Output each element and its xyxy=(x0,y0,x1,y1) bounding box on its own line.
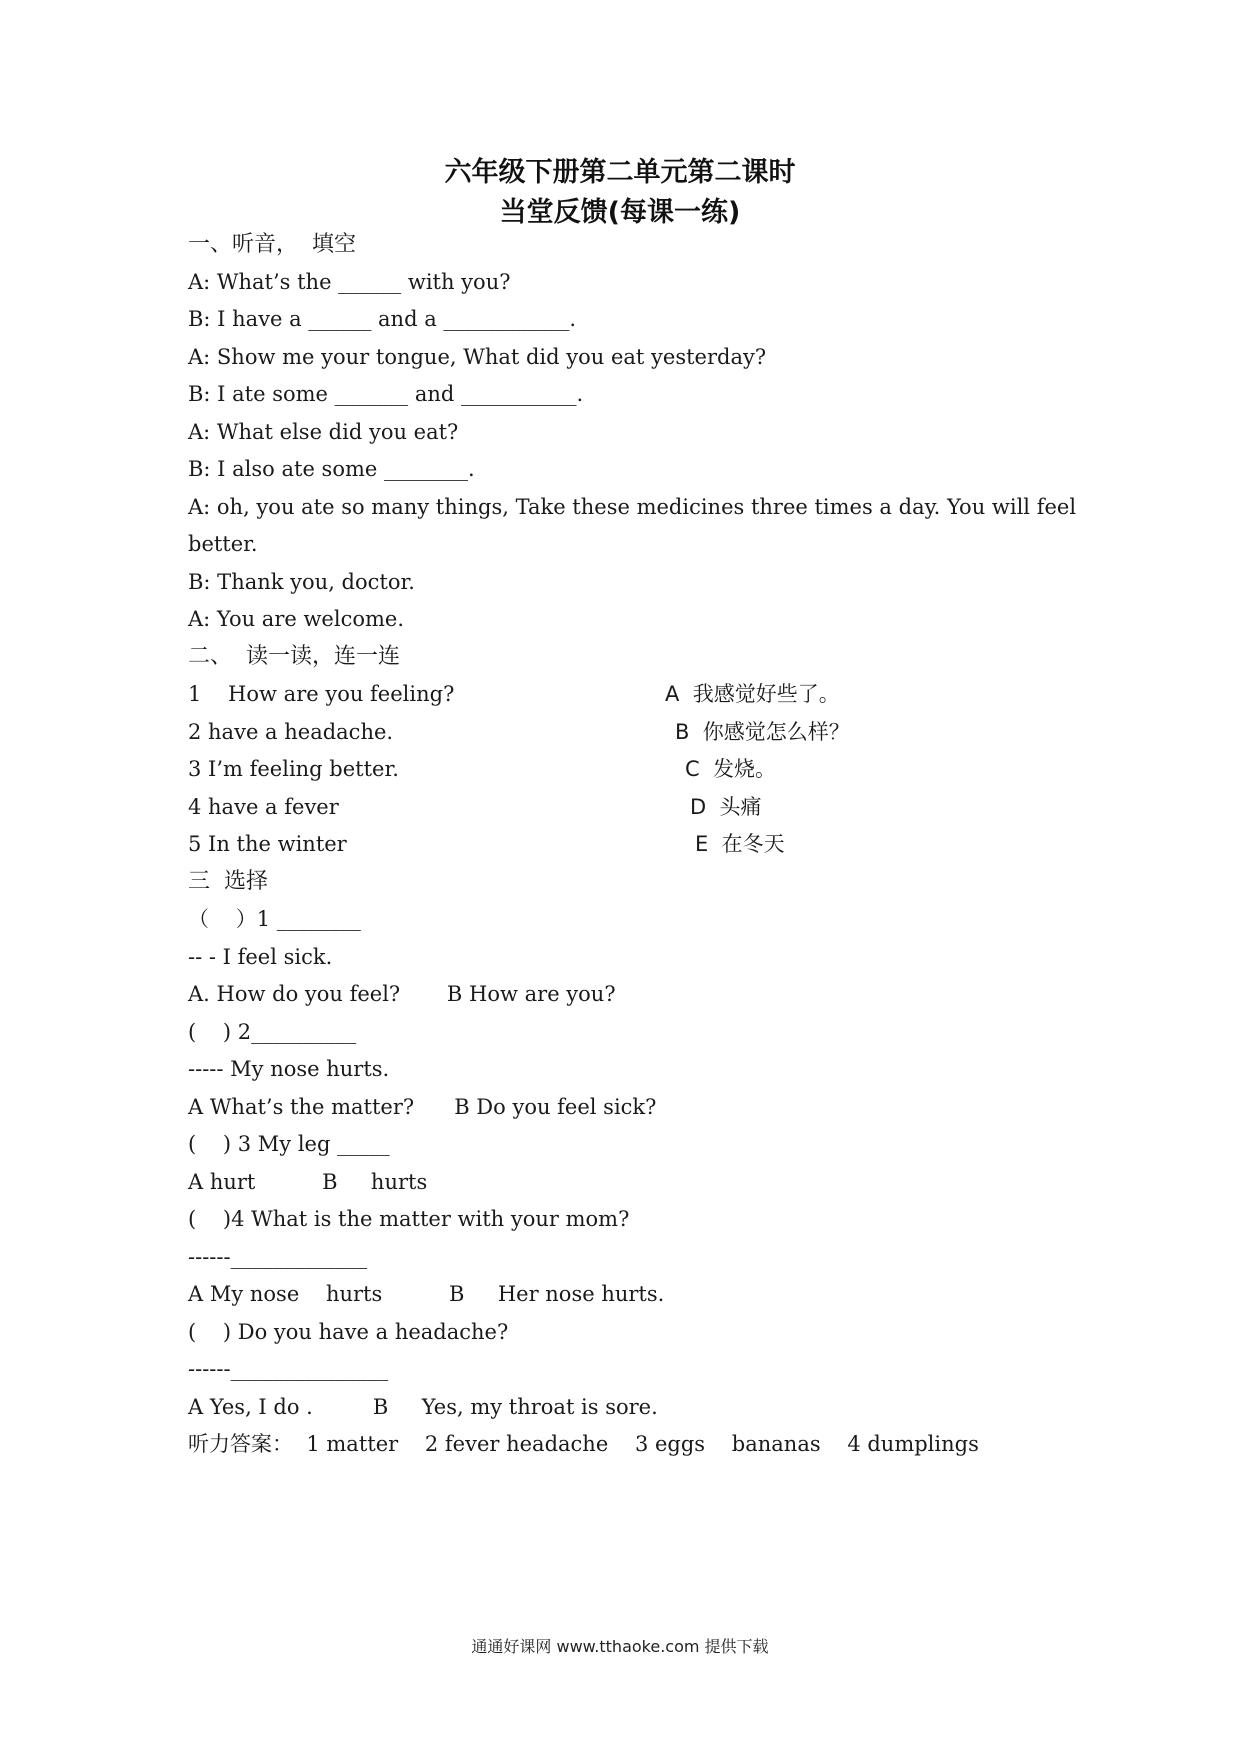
section1-heading: 一、听音， 填空 xyxy=(188,232,356,257)
dialogue-line: B: I have a ______ and a ____________. xyxy=(188,307,577,331)
choice-line: A My nose hurts B Her nose hurts. xyxy=(188,1282,665,1306)
match-left-item: 2 have a headache. xyxy=(188,720,394,744)
choice-line: ( ) 2__________ xyxy=(188,1020,357,1044)
dialogue-line: B: Thank you, doctor. xyxy=(188,570,415,594)
dialogue-line: A: What else did you eat? xyxy=(188,420,459,444)
section3-heading: 三 选择 xyxy=(188,869,268,894)
match-right-item: B 你感觉怎么样？ xyxy=(675,720,850,744)
dialogue-line: better. xyxy=(188,532,258,556)
dialogue-line: B: I also ate some ________. xyxy=(188,457,475,481)
choice-line: A What’s the matter? B Do you feel sick? xyxy=(188,1095,657,1119)
match-right-item: D 头痛 xyxy=(690,795,762,819)
match-left-item: 4 have a fever xyxy=(188,795,339,819)
footer-credit: 通通好课网 www.tthaoke.com 提供下载 xyxy=(471,1637,769,1656)
answer-key: 听力答案： 1 matter 2 fever headache 3 eggs bananas 4 dumplings xyxy=(188,1432,979,1456)
dialogue-line: A: You are welcome. xyxy=(188,607,404,631)
section2-heading: 二、 读一读，连一连 xyxy=(188,644,400,669)
page-subtitle: 当堂反馈(每课一练) xyxy=(499,197,741,228)
choice-line: ( ) Do you have a headache? xyxy=(188,1320,509,1344)
dialogue-line: A: What’s the ______ with you? xyxy=(188,270,511,294)
dialogue-line: B: I ate some _______ and ___________. xyxy=(188,382,584,406)
dialogue-line: A: oh, you ate so many things, Take these medicines three times a day. You will feel xyxy=(188,495,1077,519)
choice-line: ( ) 3 My leg _____ xyxy=(188,1132,390,1156)
choice-line: ( )4 What is the matter with your mom? xyxy=(188,1207,630,1231)
choice-line: （ ）1 ________ xyxy=(188,907,361,931)
match-right-item: A 我感觉好些了。 xyxy=(665,682,840,706)
choice-line: ------_______________ xyxy=(188,1357,389,1381)
match-left-item: 5 In the winter xyxy=(188,832,347,856)
choice-line: A hurt B hurts xyxy=(188,1170,428,1194)
dialogue-line: A: Show me your tongue, What did you eat yesterday? xyxy=(188,345,767,369)
match-right-item: E 在冬天 xyxy=(695,832,785,856)
choice-line: -- - I feel sick. xyxy=(188,945,333,969)
match-left-item: 3 I’m feeling better. xyxy=(188,757,399,781)
choice-line: A Yes, I do . B Yes, my throat is sore. xyxy=(188,1395,658,1419)
match-left-item: 1 How are you feeling? xyxy=(188,682,455,706)
match-right-item: C 发烧。 xyxy=(685,757,777,781)
page-title: 六年级下册第二单元第二课时 xyxy=(444,157,796,188)
choice-line: ------_____________ xyxy=(188,1245,368,1269)
choice-line: A. How do you feel? B How are you? xyxy=(188,982,616,1006)
choice-line: ----- My nose hurts. xyxy=(188,1057,390,1081)
